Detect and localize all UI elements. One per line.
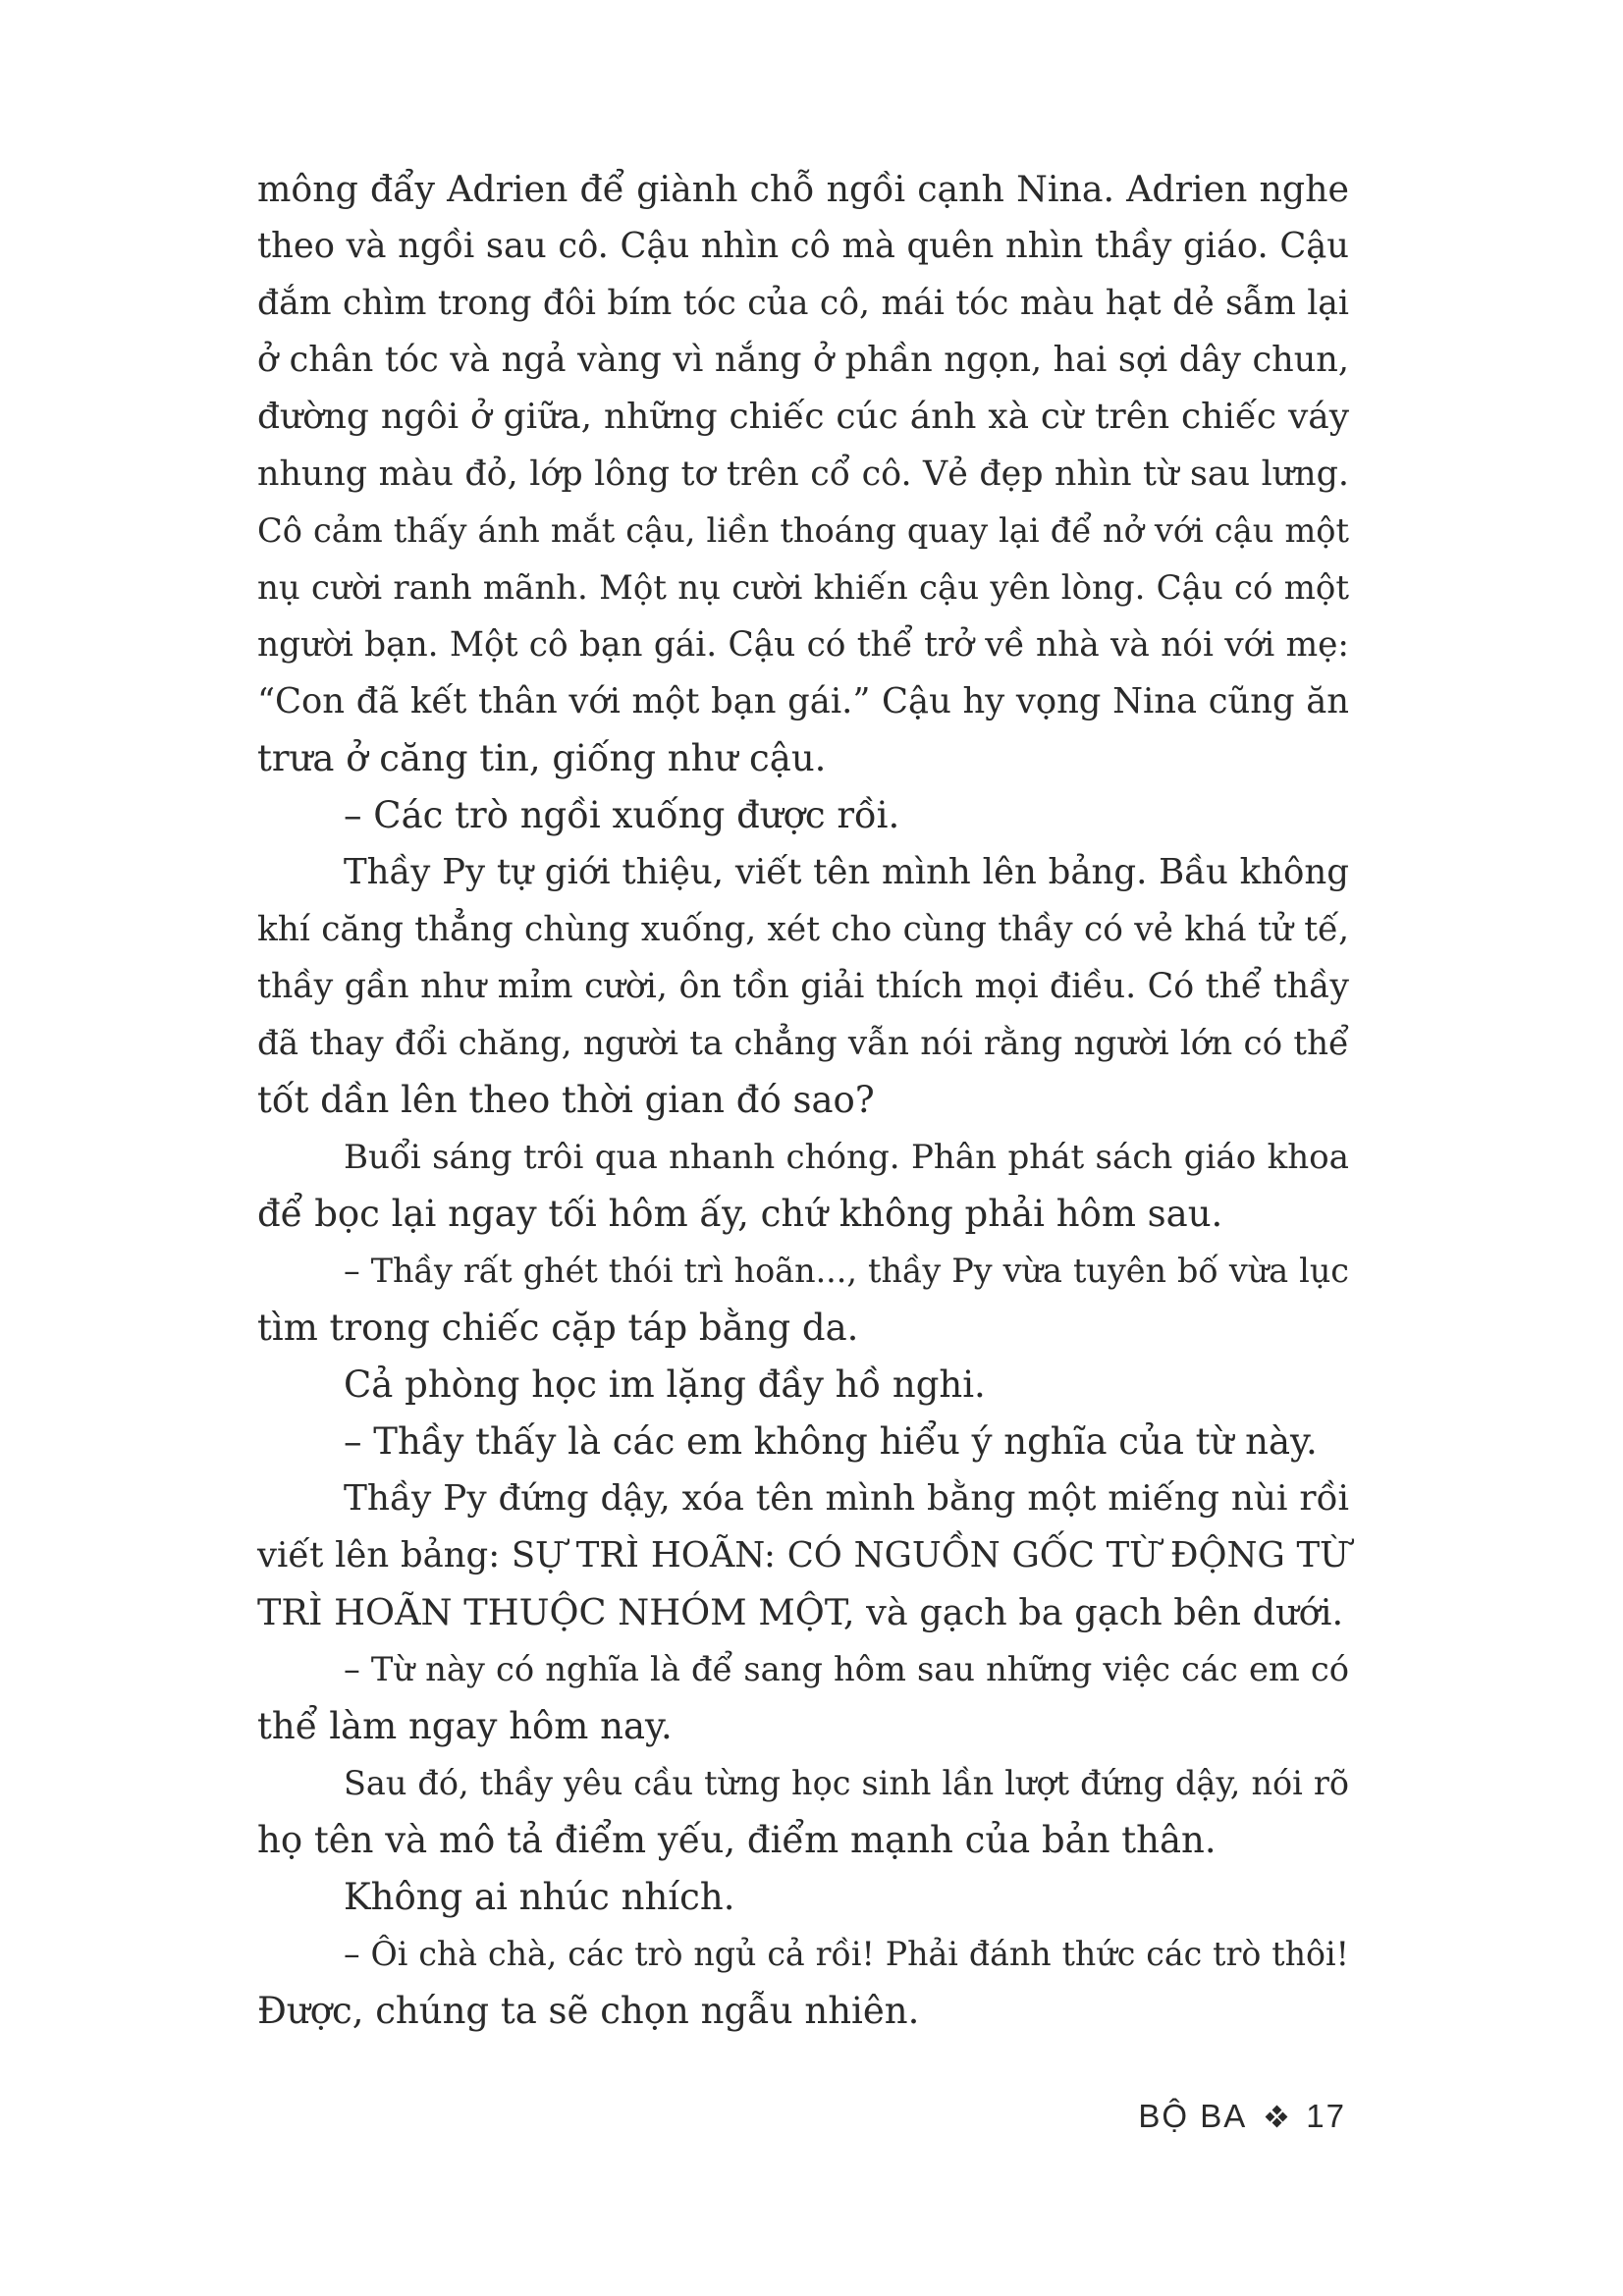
text-line: đắm chìm trong đôi bím tóc của cô, mái tóc màu hạt dẻ sẫm lại — [257, 284, 1349, 323]
paragraph-first-line: Không ai nhúc nhích. — [344, 1876, 735, 1918]
paragraph-first-line: Sau đó, thầy yêu cầu từng học sinh lần lượt đứng dậy, nói rõ — [344, 1764, 1349, 1802]
text-line: tốt dần lên theo thời gian đó sao? — [257, 1079, 875, 1121]
paragraph-first-line: Thầy Py đứng dậy, xóa tên mình bằng một miếng nùi rồi — [344, 1478, 1349, 1519]
text-line: Cô cảm thấy ánh mắt cậu, liền thoáng quay lại để nở với cậu một — [257, 511, 1349, 550]
text-line: họ tên và mô tả điểm yếu, điểm mạnh của bản thân. — [257, 1819, 1217, 1861]
text-line: viết lên bảng: SỰ TRÌ HOÃN: CÓ NGUỒN GỐC TỪ ĐỘNG TỪ — [257, 1535, 1349, 1575]
text-line: để bọc lại ngay tối hôm ấy, chứ không phải hôm sau. — [257, 1193, 1223, 1235]
text-line: “Con đã kết thân với một bạn gái.” Cậu hy vọng Nina cũng ăn — [257, 681, 1349, 721]
text-line: nụ cười ranh mãnh. Một nụ cười khiến cậu yên lòng. Cậu có một — [257, 568, 1349, 608]
dialogue-line: – Thầy thấy là các em không hiểu ý nghĩa của từ này. — [344, 1420, 1318, 1463]
dialogue-line: – Thầy rất ghét thói trì hoãn..., thầy Py vừa tuyên bố vừa lục — [344, 1252, 1349, 1290]
text-line: tìm trong chiếc cặp táp bằng da. — [257, 1307, 859, 1349]
text-line: khí căng thẳng chùng xuống, xét cho cùng thầy có vẻ khá tử tế, — [257, 910, 1349, 949]
text-line: đã thay đổi chăng, người ta chẳng vẫn nói rằng người lớn có thể — [257, 1024, 1349, 1063]
text-line: người bạn. Một cô bạn gái. Cậu có thể trở về nhà và nói với mẹ: — [257, 625, 1349, 665]
page-footer — [1138, 2098, 1346, 2135]
dialogue-line: – Ôi chà chà, các trò ngủ cả rồi! Phải đánh thức các trò thôi! — [344, 1935, 1349, 1973]
text-line: trưa ở căng tin, giống như cậu. — [257, 737, 827, 779]
body-text — [257, 161, 1349, 2040]
text-line: theo và ngồi sau cô. Cậu nhìn cô mà quên nhìn thầy giáo. Cậu — [257, 226, 1349, 266]
ornament-icon — [1267, 2107, 1286, 2126]
running-title: BỘ BA — [1138, 2098, 1248, 2134]
text-line: thầy gần như mỉm cười, ôn tồn giải thích mọi điều. Có thể thầy — [257, 967, 1349, 1006]
paragraph-first-line: Buổi sáng trôi qua nhanh chóng. Phân phát sách giáo khoa — [344, 1138, 1349, 1177]
paragraph-first-line: Thầy Py tự giới thiệu, viết tên mình lên bảng. Bầu không — [344, 852, 1349, 892]
text-line: mông đẩy Adrien để giành chỗ ngồi cạnh Nina. Adrien nghe — [257, 168, 1349, 210]
page-number: 17 — [1306, 2098, 1346, 2134]
text-line: ở chân tóc và ngả vàng vì nắng ở phần ngọn, hai sợi dây chun, — [257, 340, 1349, 380]
dialogue-line: – Từ này có nghĩa là để sang hôm sau những việc các em có — [344, 1650, 1349, 1688]
paragraph-first-line: Cả phòng học im lặng đầy hồ nghi. — [344, 1363, 986, 1406]
text-line: thể làm ngay hôm nay. — [257, 1705, 673, 1747]
text-line: Được, chúng ta sẽ chọn ngẫu nhiên. — [257, 1990, 920, 2032]
text-line: nhung màu đỏ, lớp lông tơ trên cổ cô. Vẻ đẹp nhìn từ sau lưng. — [257, 454, 1349, 494]
dialogue-line: – Các trò ngồi xuống được rồi. — [344, 794, 900, 836]
text-line: đường ngôi ở giữa, những chiếc cúc ánh xà cừ trên chiếc váy — [257, 397, 1349, 437]
text-line: TRÌ HOÃN THUỘC NHÓM MỘT, và gạch ba gạch bên dưới. — [257, 1591, 1344, 1633]
